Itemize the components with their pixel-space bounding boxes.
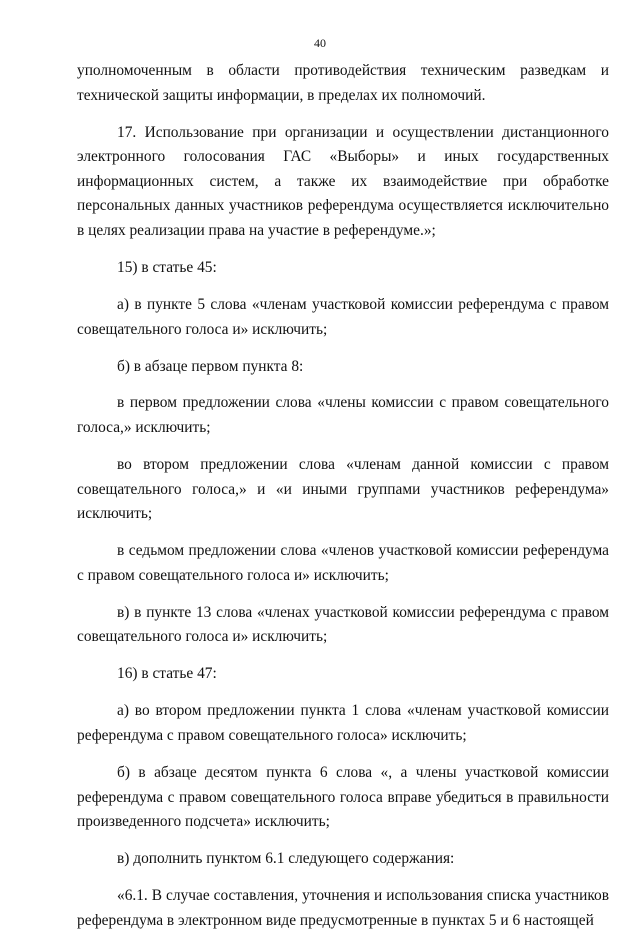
paragraph: 15) в статье 45: [117, 258, 217, 276]
paragraph: в) в пункте 13 слова «членах участковой комиссии референдума с правом совещательного голоса и» исключить; [77, 603, 609, 646]
document-body [77, 59, 609, 933]
paragraph: 16) в статье 47: [117, 665, 217, 683]
paragraph: а) во втором предложении пункта 1 слова «членам участковой комиссии референдума с правом совещательного голоса» исключить; [77, 702, 609, 744]
paragraph: б) в абзаце первом пункта 8: [117, 357, 304, 375]
paragraph: в первом предложении слова «члены комиссии с правом совещательного голоса,» исключить; [77, 394, 609, 437]
paragraph: во втором предложении слова «членам данной комиссии с правом совещательного голоса,» и «и иными группами участников референдума» исключить; [77, 456, 609, 523]
paragraph: 17. Использование при организации и осуществлении дистанционного электронного голосования ГАС «Выборы» и иных государственных информационных систем, а также их взаимодействие при обработке персональных данных участников референдума осуществляется исключительно в целях реализации права на участие в референдуме.»; [77, 123, 609, 239]
paragraph: в) дополнить пунктом 6.1 следующего содержания: [117, 850, 455, 868]
page-number: 40 [314, 36, 326, 50]
paragraph: уполномоченным в области противодействия техническим разведкам и технической защиты информации, в пределах их полномочий. [77, 62, 609, 104]
paragraph: б) в абзаце десятом пункта 6 слова «, а члены участковой комиссии референдума с правом совещательного голоса вправе убедиться в правильности произведенного подсчета» исключить; [77, 763, 609, 831]
paragraph: «6.1. В случае составления, уточнения и использования списка участников референдума в электронном виде предусмотренные в пунктах 5 и 6 настоящей [77, 887, 609, 929]
paragraph: в седьмом предложении слова «членов участковой комиссии референдума с правом совещательного голоса и» исключить; [77, 542, 609, 584]
paragraph: а) в пункте 5 слова «членам участковой комиссии референдума с правом совещательного голоса и» исключить; [77, 295, 609, 338]
